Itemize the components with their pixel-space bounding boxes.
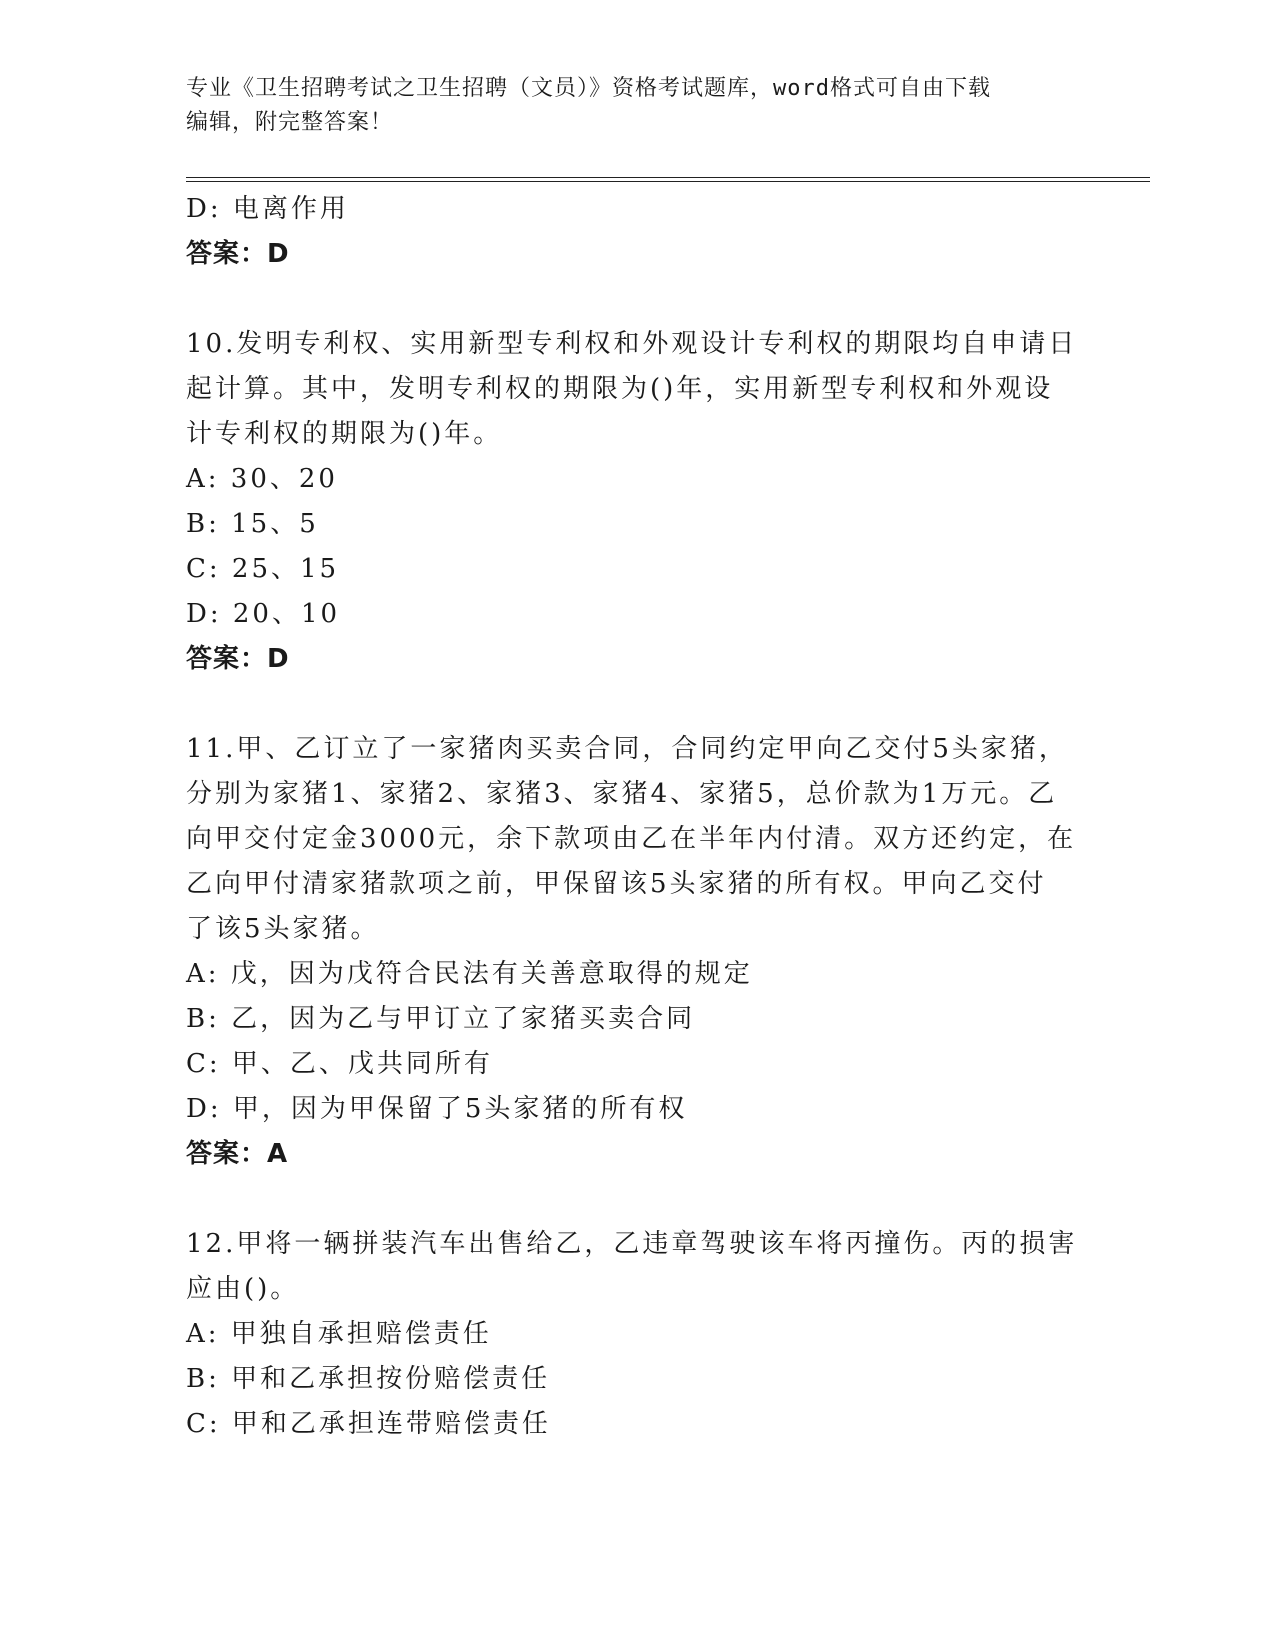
option-d: D: 电离作用 (186, 194, 349, 224)
header-line-2: 编辑，附完整答案！ (186, 110, 394, 135)
question-text-line: 计专利权的期限为()年。 (186, 419, 503, 449)
question-text-line: 起计算。其中，发明专利权的期限为()年，实用新型专利权和外观设 (186, 374, 1054, 404)
option-c: C: 甲和乙承担连带赔偿责任 (186, 1409, 551, 1439)
header-divider-top (186, 177, 1150, 178)
question-text-line: 了该5头家猪。 (186, 914, 380, 944)
question-text-line: 12.甲将一辆拼装汽车出售给乙，乙违章驾驶该车将丙撞伤。丙的损害 (186, 1229, 1078, 1259)
option-b: B: 甲和乙承担按份赔偿责任 (186, 1364, 551, 1394)
question-10 (186, 322, 1078, 682)
question-text-line: 向甲交付定金3000元，余下款项由乙在半年内付清。双方还约定，在 (186, 824, 1077, 854)
answer-line: 答案：D (186, 239, 290, 269)
question-content (186, 187, 1078, 1447)
answer-line: 答案：A (186, 1139, 289, 1169)
answer-line: 答案：D (186, 644, 290, 674)
option-c: C: 25、15 (186, 554, 340, 584)
option-a: A: 甲独自承担赔偿责任 (186, 1319, 492, 1349)
question-12 (186, 1222, 1078, 1447)
option-c: C: 甲、乙、戊共同所有 (186, 1049, 493, 1079)
header-divider-bottom (186, 181, 1150, 182)
question-text-line: 11.甲、乙订立了一家猪肉买卖合同，合同约定甲向乙交付5头家猪， (186, 734, 1068, 764)
option-b: B: 15、5 (186, 509, 319, 539)
previous-question-tail (186, 187, 1066, 277)
option-a: A: 30、20 (186, 464, 338, 494)
option-d: D: 20、10 (186, 599, 341, 629)
question-text-line: 10.发明专利权、实用新型专利权和外观设计专利权的期限均自申请日 (186, 329, 1078, 359)
option-a: A: 戊，因为戊符合民法有关善意取得的规定 (186, 959, 753, 989)
header-line-1: 专业《卫生招聘考试之卫生招聘（文员）》资格考试题库，word格式可自由下载 (186, 76, 991, 101)
option-d: D: 甲，因为甲保留了5头家猪的所有权 (186, 1094, 688, 1124)
document-header (186, 72, 1066, 140)
question-11 (186, 727, 1077, 1177)
question-text-line: 乙向甲付清家猪款项之前，甲保留该5头家猪的所有权。甲向乙交付 (186, 869, 1047, 899)
option-b: B: 乙，因为乙与甲订立了家猪买卖合同 (186, 1004, 696, 1034)
question-text-line: 分别为家猪1、家猪2、家猪3、家猪4、家猪5，总价款为1万元。乙 (186, 779, 1058, 809)
question-text-line: 应由()。 (186, 1274, 300, 1304)
